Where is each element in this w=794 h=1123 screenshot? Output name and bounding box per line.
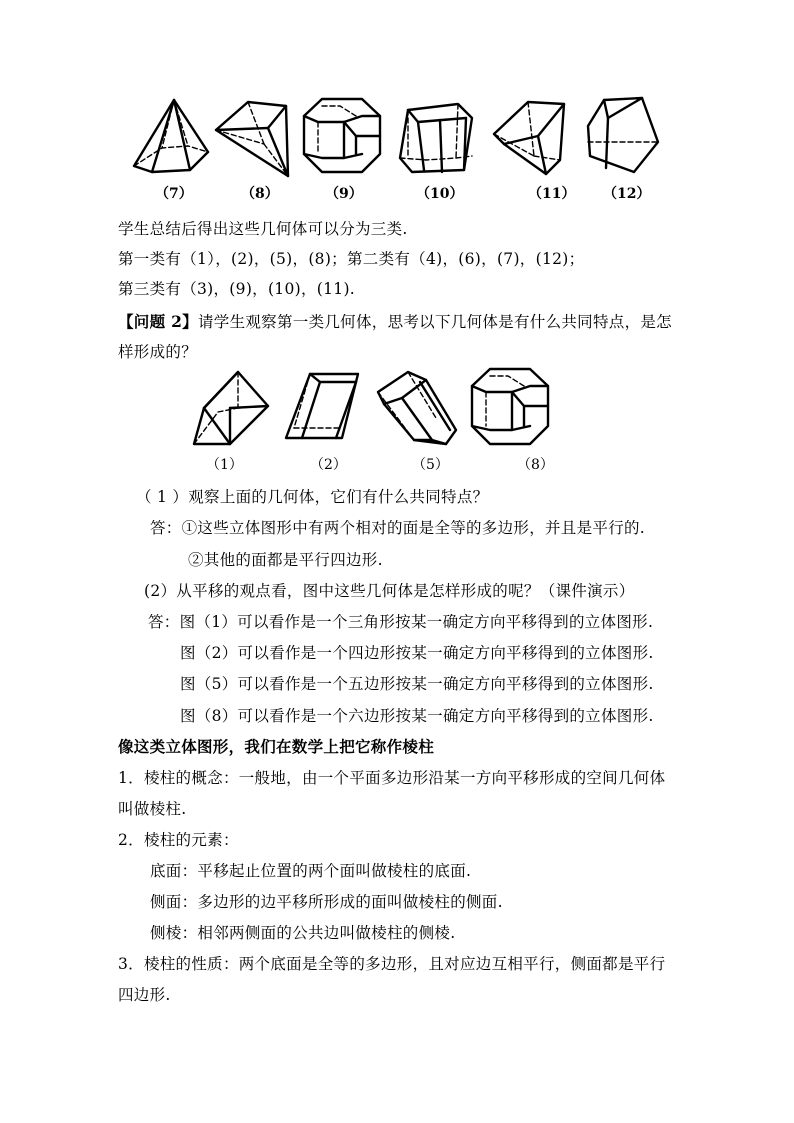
answer-2b: 图（2）可以看作是一个四边形按某一确定方向平移得到的立体图形. xyxy=(180,644,654,662)
solid-figure-5 xyxy=(374,368,460,448)
answer-2c: 图（5）可以看作是一个五边形按某一确定方向平移得到的立体图形. xyxy=(180,675,654,693)
caption-figure-7: （7） xyxy=(155,186,193,202)
caption-figure-2: （2） xyxy=(310,457,347,473)
solid-figure-11 xyxy=(488,98,572,178)
caption-figure-1: （1） xyxy=(206,457,243,473)
answer-1b: ②其他的面都是平行四边形. xyxy=(188,551,383,569)
element-base: 底面：平移起止位置的两个面叫做棱柱的底面. xyxy=(150,862,472,880)
question-2-text: 请学生观察第一类几何体，思考以下几何体是有什么共同特点，是怎 xyxy=(197,313,672,331)
question-2-line xyxy=(118,312,672,332)
caption-figure-9: （9） xyxy=(325,186,363,202)
caption-figure-8: （8） xyxy=(517,457,554,473)
answer-2a: 答：图（1）可以看作是一个三角形按某一确定方向平移得到的立体图形. xyxy=(148,613,654,631)
element-lateral-edge: 侧棱：相邻两侧面的公共边叫做棱柱的侧棱. xyxy=(150,924,456,942)
answer-2d: 图（8）可以看作是一个六边形按某一确定方向平移得到的立体图形. xyxy=(180,707,654,725)
class-one-line: 第一类有（1），(2)，(5)，(8)；第二类有（4)，(6)，(7)，(12)； xyxy=(118,250,585,268)
solid-figure-9 xyxy=(300,96,386,176)
question-2-text-cont: 样形成的？ xyxy=(118,343,198,361)
solid-figure-12 xyxy=(584,96,664,176)
caption-figure-10: （10） xyxy=(416,186,464,202)
element-lateral-face: 侧面：多边形的边平移所形成的面叫做棱柱的侧面. xyxy=(150,893,503,911)
solid-figure-8 xyxy=(208,98,298,180)
caption-figure-11: （11） xyxy=(528,186,576,202)
solid-figure-10 xyxy=(396,100,480,178)
section-heading: 像这类立体图形，我们在数学上把它称作棱柱 xyxy=(118,737,435,756)
solid-figure-8b xyxy=(468,366,554,448)
caption-figure-12: （12） xyxy=(603,186,651,202)
solid-figure-7 xyxy=(128,96,214,176)
concept-line-cont: 叫做棱柱. xyxy=(118,800,187,818)
question-2-tag: 【问题 2】 xyxy=(118,312,198,331)
class-three-line: 第三类有（3)，(9)，(10)，(11). xyxy=(118,280,356,298)
caption-figure-8: （8） xyxy=(241,186,279,202)
summary-line: 学生总结后得出这些几何体可以分为三类. xyxy=(118,220,408,238)
answer-1a: 答：①这些立体图形中有两个相对的面是全等的多边形，并且是平行的. xyxy=(150,519,646,537)
solid-figure-1 xyxy=(190,368,272,450)
properties-line: 3．棱柱的性质：两个底面是全等的多边形，且对应边互相平行，侧面都是平行 xyxy=(118,955,666,973)
sub-question-1: （ 1 ）观察上面的几何体，它们有什么共同特点？ xyxy=(136,488,489,506)
sub-question-2: (2）从平移的观点看，图中这些几何体是怎样形成的呢？（课件演示） xyxy=(144,582,635,600)
solid-figure-2 xyxy=(282,368,362,444)
properties-line-cont: 四边形. xyxy=(118,986,171,1004)
caption-figure-5: （5） xyxy=(412,457,449,473)
concept-line: 1．棱柱的概念：一般地，由一个平面多边形沿某一方向平移形成的空间几何体 xyxy=(118,769,666,787)
elements-line: 2．棱柱的元素： xyxy=(118,831,239,849)
